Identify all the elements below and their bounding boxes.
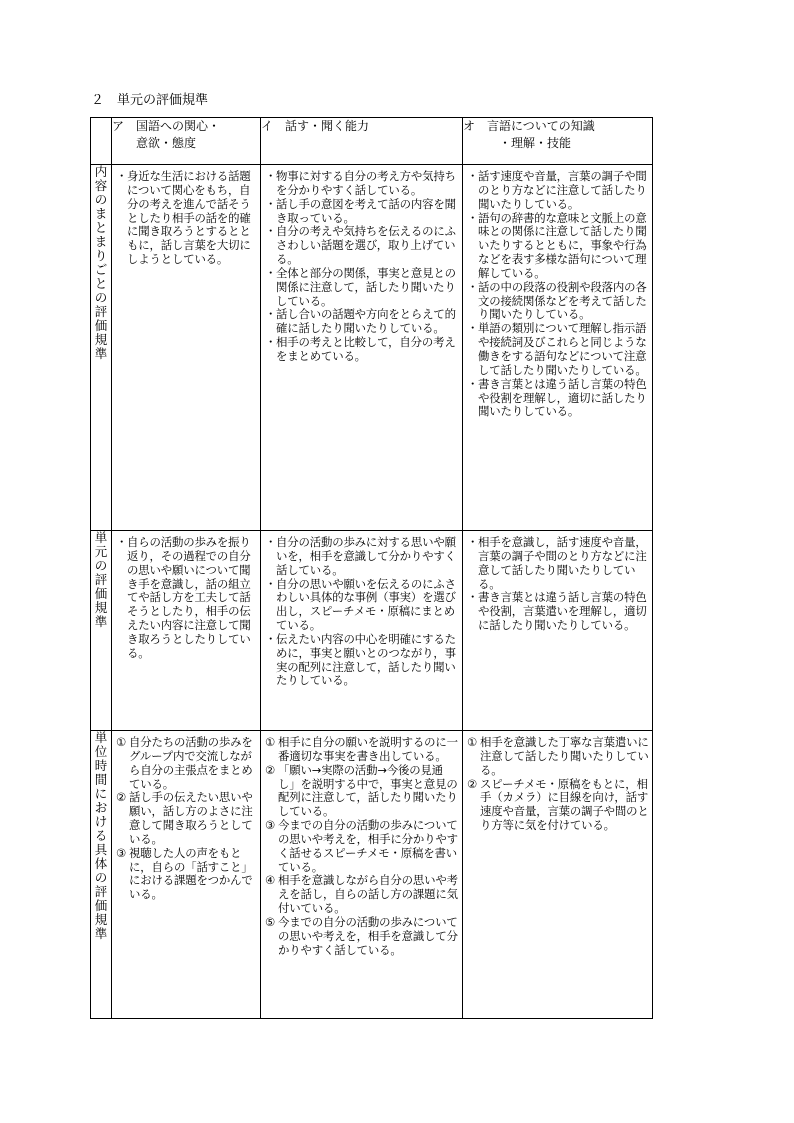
table-cell [261,165,463,531]
list-item [467,736,649,778]
list-item: ・ 自分の思いや願いを伝えるのにふさわしい具体的な事例（事実）を選び出し，スピーチメモ・原稿にまとめている。 [265,578,459,633]
item-number: ⑤ [265,914,276,929]
list-item: ・ 単語の類別について理解し指示語や接続詞及びこれらと同じような働きをする語句などについて注意して話したり聞いたりしている。 [467,322,649,377]
item-text: 今までの自分の活動の歩みについての思いや考えを，相手に分かりやすく話せるスピーチメモ・原稿を書いている。 [278,818,458,874]
item-number: ② [467,776,478,791]
list-item: ・ 話し合いの話題や方向をとらえて的確に話したり聞いたりしている。 [265,308,459,336]
list-item [116,847,257,902]
list-item: ・ 相手を意識し，話す速度や音量，言葉の調子や間のとり方などに注意して話したり聞いたりしている。 [467,536,649,591]
table-row [91,731,653,1019]
row-header: 単元の評価規準 [91,531,112,731]
column-header-label: オ [463,119,476,133]
list-item: ・ 身近な生活における話題について関心をもち，自分の考えを進んで話そうとしたり相手の話を的確に聞き取ろうとするとともに，話し言葉を大切にしようとしている。 [116,170,257,267]
column-header-line: 意欲・態度 [136,136,197,150]
table-cell [463,531,653,731]
list-item: ・ 自らの活動の歩みを振り返り，その過程での自分の思いや願いについて聞き手を意識し，話の組立てや話し方を工夫して話そうとしたり，相手の伝えたい内容に注意して聞き取ろうとしたりしている。 [116,536,257,661]
table-row [91,531,653,731]
list-item: ・ 全体と部分の関係，事実と意見との関係に注意して，話したり聞いたりしている。 [265,267,459,309]
item-number: ③ [265,818,276,833]
table-cell [112,531,261,731]
column-header-line: 国語への関心・ [136,119,221,133]
item-text: 相手を意識しながら自分の思いや考えを話し，自らの話し方の課題に気付いている。 [278,873,458,916]
table-header-row [91,118,653,165]
column-header-label: イ [261,119,274,133]
item-text: 相手を意識した丁寧な言葉遣いに注意して話したり聞いたりしている。 [480,735,649,777]
list-item [467,778,649,833]
list-item: ・ 語句の辞書的な意味と文脈上の意味との関係に注意して話したり聞いたりするとともに，事象や行為などを表す多様な語句について理解している。 [467,212,649,281]
item-number: ② [265,762,276,777]
list-item: ・ 相手の考えと比較して，自分の考えをまとめている。 [265,336,459,364]
list-item: ・ 書き言葉とは違う話し言葉の特色や役割，言葉遣いを理解し，適切に話したり聞いたりしている。 [467,591,649,633]
list-item [265,736,459,764]
item-text: 話し手の伝えたい思いや願い，話し方のよさに注意して聞き取ろうとしている。 [129,790,253,846]
column-header-knowledge [463,118,653,165]
list-item: ・ 物事に対する自分の考え方や気持ちを分かりやすく話している。 [265,170,459,198]
list-item [265,819,459,874]
column-header-label: ア [112,119,125,133]
table-cell [261,731,463,1019]
list-item: ・ 話す速度や音量，言葉の調子や間のとり方などに注意して話したり聞いたりしている。 [467,170,649,212]
item-number: ① [116,735,127,749]
row-header: 内容のまとまりごとの評価規準 [91,165,112,531]
table-row [91,165,653,531]
list-item [116,736,257,791]
list-item: ・ 話の中の段落の役割や段落内の各文の接続関係などを考えて話したり聞いたりしている。 [467,281,649,323]
section-heading: ２ 単元の評価規準 [91,93,209,108]
item-text: スピーチメモ・原稿をもとに，相手（カメラ）に目線を向け，話す速度や音量，言葉の調子や間のとり方等に気を付けている。 [480,776,649,833]
list-item: ・ 話し手の意図を考えて話の内容を聞き取っている。 [265,198,459,226]
list-item [265,764,459,819]
list-item: ・ 自分の活動の歩みに対する思いや願いを，相手を意識して分かりやすく話している。 [265,536,459,578]
item-number: ② [116,790,127,805]
item-number: ③ [116,845,127,860]
column-header-line: ・理解・技能 [499,136,572,150]
table-cell [112,165,261,531]
column-header-line: 言語についての知識 [487,119,595,133]
item-text: 今までの自分の活動の歩みについての思いや考えを，相手を意識して分かりやすく話している。 [278,914,458,957]
list-item [116,791,257,846]
row-header: 単位時間における具体の評価規準 [91,731,112,1019]
table-cell [112,731,261,1019]
item-text: 「願い→実際の活動→今後の見通し」を説明する中で，事実と意見の配列に注意して，話したり聞いたりしている。 [278,762,458,819]
corner-cell [91,118,112,165]
list-item: ・ 伝えたい内容の中心を明確にするために，事実と願いとのつながり，事実の配列に注意して，話したり聞いたりしている。 [265,633,459,688]
table-cell [261,531,463,731]
list-item [265,916,459,958]
item-text: 自分たちの活動の歩みをグループ内で交流しながら自分の主張点をまとめている。 [129,735,253,791]
item-number: ④ [265,873,276,888]
item-number: ① [265,735,276,749]
list-item: ・ 書き言葉とは違う話し言葉の特色や役割を理解し，適切に話したり聞いたりしている。 [467,378,649,420]
item-text: 視聴した人の声をもとに，自らの「話すこと」における課題をつかんでいる。 [129,845,253,902]
column-header-line: 話す・聞く能力 [285,119,370,133]
evaluation-criteria-table [90,117,653,1019]
list-item: ・ 自分の考えや気持ちを伝えるのにふさわしい話題を選び，取り上げている。 [265,225,459,267]
item-text: 相手に自分の願いを説明するのに一番適切な事実を書き出している。 [278,735,458,763]
column-header-speaking [261,118,463,165]
list-item [265,874,459,916]
item-number: ① [467,735,478,749]
column-header-interest [112,118,261,165]
table-cell [463,731,653,1019]
table-cell [463,165,653,531]
